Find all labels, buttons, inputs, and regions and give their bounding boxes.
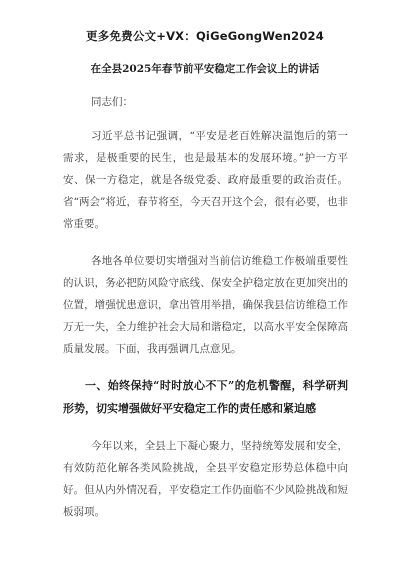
paragraph-1: 习近平总书记强调，“平安是老百姓解决温饱后的第一需求，是极重要的民生，也是最基本的发展环境。”护一方平安、保一方稳定，就是各级党委、政府最重要的政治责任。省“两会”将近，春节将至，今天召开这个会，很有必要，也非常重要。 (63, 130, 348, 230)
section-1-paragraph: 今年以来，全县上下凝心聚力，坚持统筹发展和安全，有效防范化解各类风险挑战，全县平安稳定形势总体稳中向好。但从内外情况看，平安稳定工作仍面临不少风险挑战和短板弱项。 (63, 440, 348, 518)
promo-header: 更多免费公文+VX：QiGeGongWen2024 (86, 29, 324, 43)
paragraph-2: 各地各单位要切实增强对当前信访维稳工作极端重要性的认识，务必把防风险守底线、保安全护稳定放在更加突出的位置，增强忧患意识，拿出管用举措，确保我县信访维稳工作万无一失，全力维护社会大局和谐稳定，以高水平安全保障高质量发展。下面，我再强调几点意见。 (63, 255, 348, 355)
section-heading-1: 一、始终保持“时时放心不下”的危机警醒，科学研判形势，切实增强做好平安稳定工作的责任感和紧迫感 (63, 379, 348, 415)
greeting: 同志们： (91, 96, 133, 108)
document-title: 在全县2025年春节前平安稳定工作会议上的讲话 (90, 63, 320, 75)
